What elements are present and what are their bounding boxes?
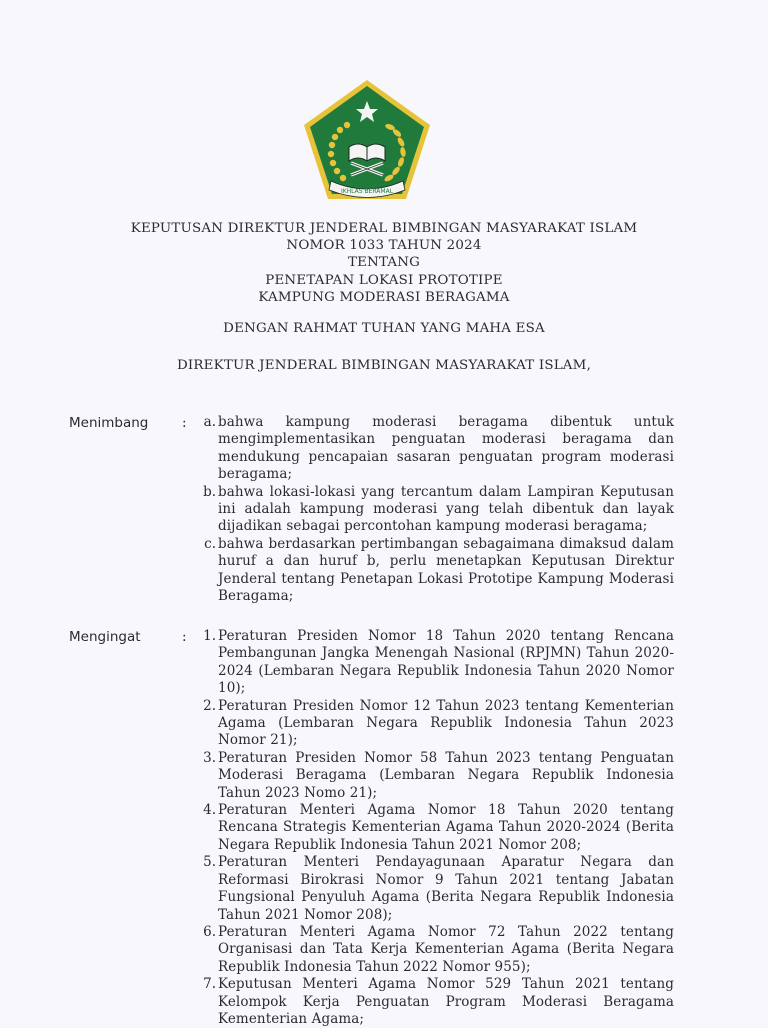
- menimbang-list: [194, 414, 674, 605]
- item-text: Peraturan Menteri Pendayagunaan Aparatur Negara dan Reformasi Birokrasi Nomor 9 Tahun 2021 tentang Jabatan Fungsional Penyuluh Agama (Berita Negara Republik Indonesia Tahun 2021 Nomor 208);: [218, 854, 674, 923]
- document-header: [0, 220, 768, 374]
- item-marker: 4.: [203, 802, 216, 819]
- item-marker: 1.: [203, 628, 216, 644]
- item-text: bahwa lokasi-lokasi yang tercantum dalam Lampiran Keputusan ini adalah kampung moderasi yang telah dibentuk dan layak dijadikan sebagai percontohan kampung moderasi beragama;: [218, 483, 674, 535]
- item-marker: c.: [204, 535, 216, 552]
- item-marker: 7.: [203, 976, 216, 993]
- item-marker: 5.: [203, 854, 216, 871]
- item-text: Peraturan Menteri Agama Nomor 72 Tahun 2022 tentang Organisasi dan Tata Kerja Kementerian Agama (Berita Negara Republik Indonesia Tahun 2022 Nomor 955);: [218, 923, 674, 975]
- list-item: [194, 484, 674, 536]
- item-marker: 3.: [203, 749, 216, 766]
- blessing-line: DENGAN RAHMAT TUHAN YANG MAHA ESA: [223, 321, 545, 337]
- director-line: DIREKTUR JENDERAL BIMBINGAN MASYARAKAT ISLAM,: [176, 358, 592, 374]
- mengingat-label: Mengingat: [69, 629, 141, 645]
- mengingat-colon: :: [182, 629, 187, 645]
- list-item: [194, 414, 674, 484]
- menimbang-colon: :: [182, 415, 187, 431]
- item-text: bahwa kampung moderasi beragama dibentuk untuk mengimplementasikan penguatan moderasi beragama dan mendukung pencapaian sasaran penguatan program moderasi beragama;: [218, 414, 674, 483]
- ministry-emblem-logo: [301, 77, 433, 203]
- list-item: [194, 698, 674, 750]
- list-item: [194, 628, 674, 698]
- header-tentang-line: TENTANG: [347, 255, 421, 271]
- item-text: bahwa berdasarkan pertimbangan sebagaimana dimaksud dalam huruf a dan huruf b, perlu menetapkan Keputusan Direktur Jenderal tentang Penetapan Lokasi Prototipe Kampung Moderasi Beragama;: [218, 535, 674, 605]
- list-item: [194, 536, 674, 606]
- header-number-line: NOMOR 1033 TAHUN 2024: [286, 238, 482, 254]
- header-subject-line-2: KAMPUNG MODERASI BERAGAMA: [258, 289, 510, 305]
- list-item: [194, 802, 674, 854]
- ribbon-text: IKHLAS BERAMAL: [340, 188, 394, 195]
- list-item: [194, 854, 674, 924]
- item-marker: a.: [203, 414, 216, 430]
- list-item: [194, 750, 674, 802]
- header-title-line: KEPUTUSAN DIREKTUR JENDERAL BIMBINGAN MASYARAKAT ISLAM: [130, 221, 638, 236]
- item-text: Peraturan Menteri Agama Nomor 18 Tahun 2020 tentang Rencana Strategis Kementerian Agama Tahun 2020-2024 (Berita Negara Republik Indonesia Tahun 2021 Nomor 208;: [218, 802, 674, 853]
- item-marker: b.: [203, 483, 216, 500]
- menimbang-label: Menimbang: [69, 415, 149, 431]
- header-subject-line-1: PENETAPAN LOKASI PROTOTIPE: [265, 272, 503, 288]
- item-text: Peraturan Presiden Nomor 58 Tahun 2023 tentang Penguatan Moderasi Beragama (Lembaran Negara Republik Indonesia Tahun 2023 Nomo 21);: [218, 749, 674, 801]
- item-marker: 2.: [203, 697, 216, 714]
- item-text: Peraturan Presiden Nomor 18 Tahun 2020 tentang Rencana Pembangunan Jangka Menengah Nasional (RPJMN) Tahun 2020-2024 (Lembaran Negara Republik Indonesia Tahun 2020 Nomor 10);: [218, 628, 674, 697]
- list-item: [194, 924, 674, 976]
- item-text: Keputusan Menteri Agama Nomor 529 Tahun 2021 tentang Kelompok Kerja Penguatan Program Moderasi Beragama Kementerian Agama;: [218, 976, 674, 1027]
- list-item: [194, 976, 674, 1028]
- item-text: Peraturan Presiden Nomor 12 Tahun 2023 tentang Kementerian Agama (Lembaran Negara Republik Indonesia Tahun 2023 Nomor 21);: [218, 697, 674, 749]
- item-marker: 6.: [203, 923, 216, 940]
- mengingat-list: [194, 628, 674, 1028]
